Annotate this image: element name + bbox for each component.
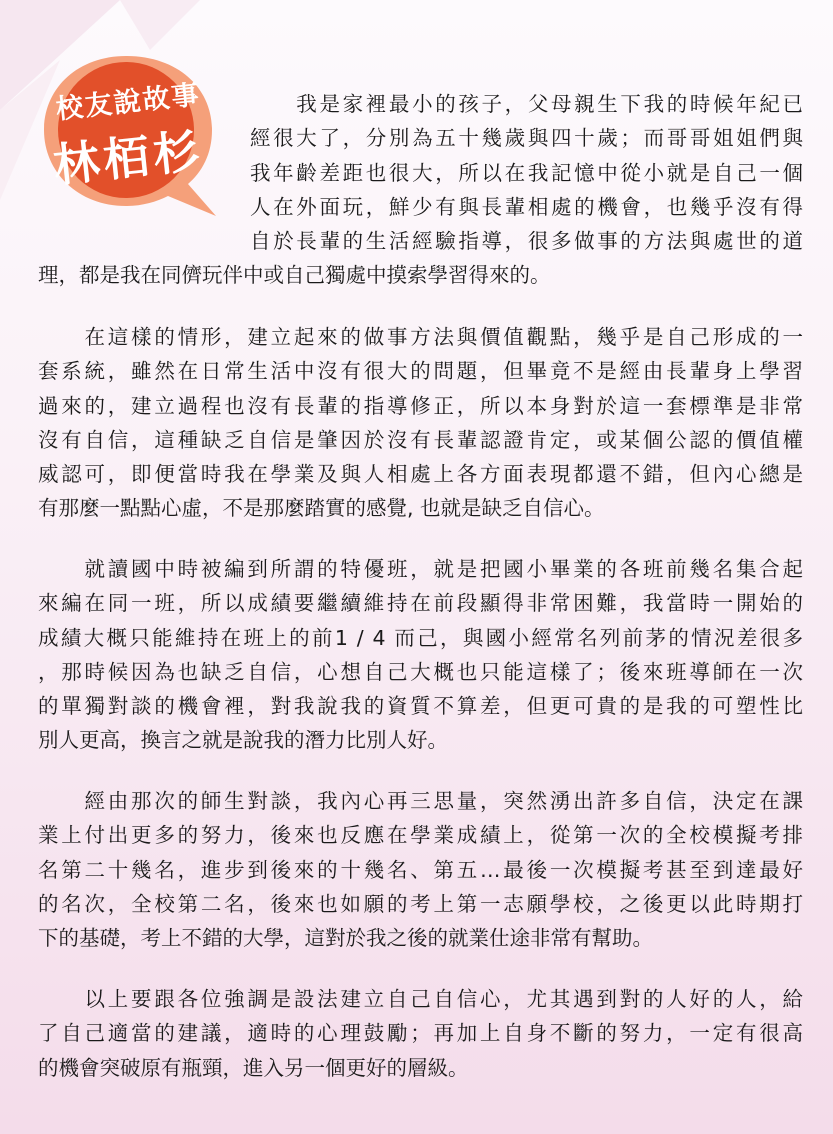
text-line: 了自己適當的建議，適時的心理鼓勵；再加上自身不斷的努力，一定有很高 bbox=[38, 1021, 803, 1046]
paragraph-1 bbox=[250, 87, 803, 258]
paragraph-4 bbox=[38, 784, 803, 955]
text-line: 就讀國中時被編到所謂的特優班，就是把國小畢業的各班前幾名集合起 bbox=[38, 557, 803, 581]
text-line: 在這樣的情形，建立起來的做事方法與價值觀點，幾乎是自己形成的一 bbox=[38, 325, 803, 349]
text-line: 成績大概只能維持在班上的前1 / 4 而己，與國小經常名列前茅的情況差很多 bbox=[38, 625, 803, 650]
badge-title: 校友說故事 bbox=[54, 79, 203, 126]
text-line: 名第二十幾名，進步到後來的十幾名、第五…最後一次模擬考甚至到達最好 bbox=[38, 857, 803, 882]
badge-name: 林栢杉 bbox=[50, 123, 206, 193]
text-line: ，那時候因為也缺乏自信，心想自己大概也只能這樣了；後來班導師在一次 bbox=[38, 659, 803, 684]
text-line: 的名次，全校第二名，後來也如願的考上第一志願學校，之後更以此時期打 bbox=[38, 891, 803, 916]
paragraph-3 bbox=[38, 552, 803, 758]
text-line: 經很大了，分別為五十幾歲與四十歲；而哥哥姐姐們與 bbox=[250, 126, 803, 151]
text-line: 我是家裡最小的孩子，父母親生下我的時候年紀已 bbox=[250, 92, 803, 116]
text-line: 人在外面玩，鮮少有與長輩相處的機會，也幾乎沒有得 bbox=[250, 194, 803, 219]
text-line: 來編在同一班，所以成績要繼續維持在前段顯得非常困難，我當時一開始的 bbox=[38, 591, 803, 616]
story-badge bbox=[38, 50, 218, 220]
text-line: 過來的，建立過程也沒有長輩的指導修正，所以本身對於這一套標準是非常 bbox=[38, 393, 803, 418]
text-line: 以上要跟各位強調是設法建立自己自信心，尤其遇到對的人好的人，給 bbox=[38, 987, 803, 1011]
text-line: 別人更高，換言之就是說我的潛力比別人好。 bbox=[38, 728, 448, 753]
text-line: 有那麼一點點心虛，不是那麼踏實的感覺, 也就是缺乏自信心。 bbox=[38, 496, 605, 521]
text-line: 業上付出更多的努力，後來也反應在學業成績上，從第一次的全校模擬考排 bbox=[38, 823, 803, 848]
text-line: 我年齡差距也很大，所以在我記憶中從小就是自己一個 bbox=[250, 160, 803, 185]
text-line: 沒有自信，這種缺乏自信是肇因於沒有長輩認證肯定，或某個公認的價值權 bbox=[38, 427, 803, 452]
text-line: 威認可，即便當時我在學業及與人相處上各方面表現都還不錯，但內心總是 bbox=[38, 462, 803, 487]
text-line: 下的基礎，考上不錯的大學，這對於我之後的就業仕途非常有幫助。 bbox=[38, 926, 653, 951]
text-line: 理，都是我在同儕玩伴中或自己獨處中摸索學習得來的。 bbox=[38, 263, 551, 287]
paragraph-2 bbox=[38, 320, 803, 526]
text-line: 的單獨對談的機會裡，對我說我的資質不算差，但更可貴的是我的可塑性比 bbox=[38, 694, 803, 719]
text-line: 的機會突破原有瓶頸，進入另一個更好的層級。 bbox=[38, 1055, 469, 1080]
text-line: 經由那次的師生對談，我內心再三思量，突然湧出許多自信，決定在課 bbox=[38, 789, 803, 813]
paragraph-5 bbox=[38, 982, 803, 1085]
text-line: 自於長輩的生活經驗指導，很多做事的方法與處世的道 bbox=[250, 229, 803, 254]
paragraph-1-continued bbox=[38, 258, 803, 292]
text-line: 套系統，雖然在日常生活中沒有很大的問題，但畢竟不是經由長輩身上學習 bbox=[38, 359, 803, 384]
